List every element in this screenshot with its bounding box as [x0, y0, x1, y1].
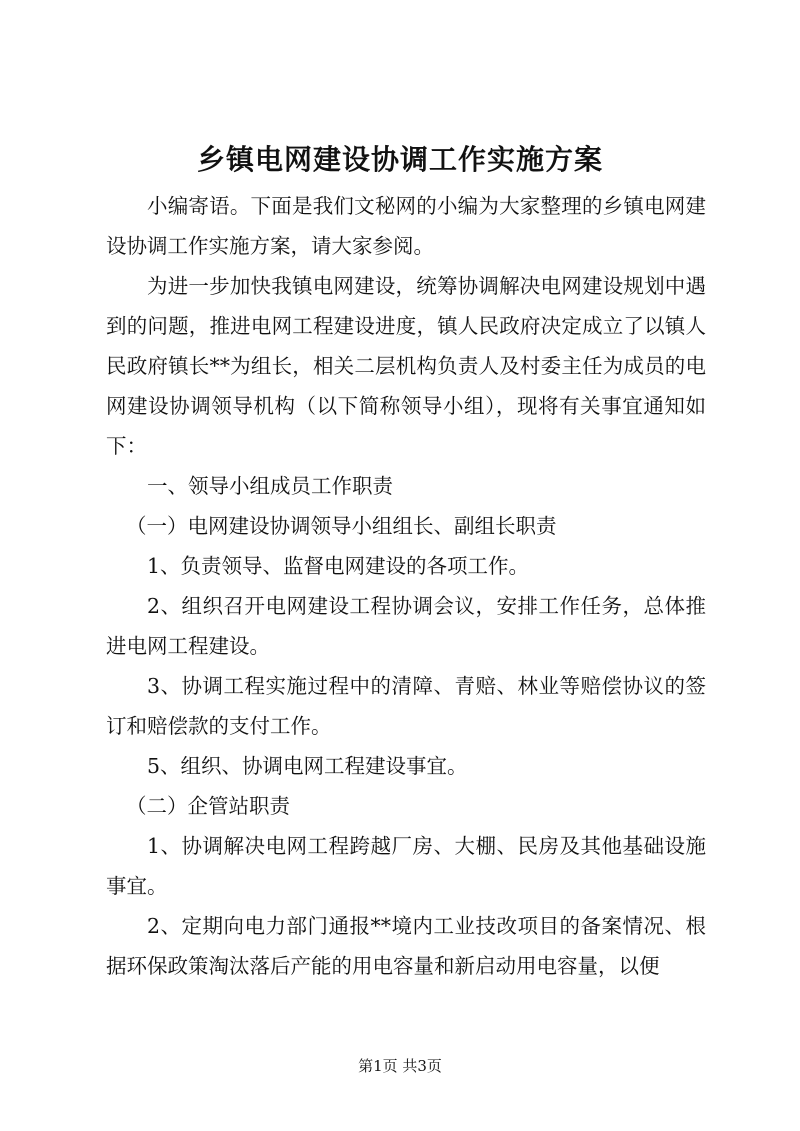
document-title: 乡镇电网建设协调工作实施方案 — [196, 143, 603, 176]
subsection-heading: （二）企管站职责 — [126, 794, 290, 818]
list-item: 5、组织、协调电网工程建设事宜。 — [147, 754, 468, 778]
list-item: 2、定期向电力部门通报**境内工业技改项目的备案情况、根据环保政策淘汰落后产能的用电容量和新启动用电容量，以便 — [106, 914, 706, 978]
page-footer: 第1页 共3页 — [358, 1057, 442, 1075]
list-item: 1、负责领导、监督电网建设的各项工作。 — [147, 554, 530, 578]
section-heading: 一、领导小组成员工作职责 — [147, 474, 393, 498]
purpose-paragraph: 为进一步加快我镇电网建设，统筹协调解决电网建设规划中遇到的问题，推进电网工程建设进度，镇人民政府决定成立了以镇人民政府镇长**为组长，相关二层机构负责人及村委主任为成员的电网建设协调领导机构（以下简称领导小组），现将有关事宜通知如下： — [106, 274, 706, 458]
list-item: 1、协调解决电网工程跨越厂房、大棚、民房及其他基础设施事宜。 — [106, 834, 706, 898]
subsection-heading: （一）电网建设协调领导小组组长、副组长职责 — [126, 514, 557, 538]
list-item: 3、协调工程实施过程中的清障、青赔、林业等赔偿协议的签订和赔偿款的支付工作。 — [106, 674, 706, 738]
intro-paragraph: 小编寄语。下面是我们文秘网的小编为大家整理的乡镇电网建设协调工作实施方案，请大家参阅。 — [106, 194, 706, 258]
list-item: 2、组织召开电网建设工程协调会议，安排工作任务，总体推进电网工程建设。 — [106, 594, 706, 658]
document-body — [106, 186, 706, 986]
